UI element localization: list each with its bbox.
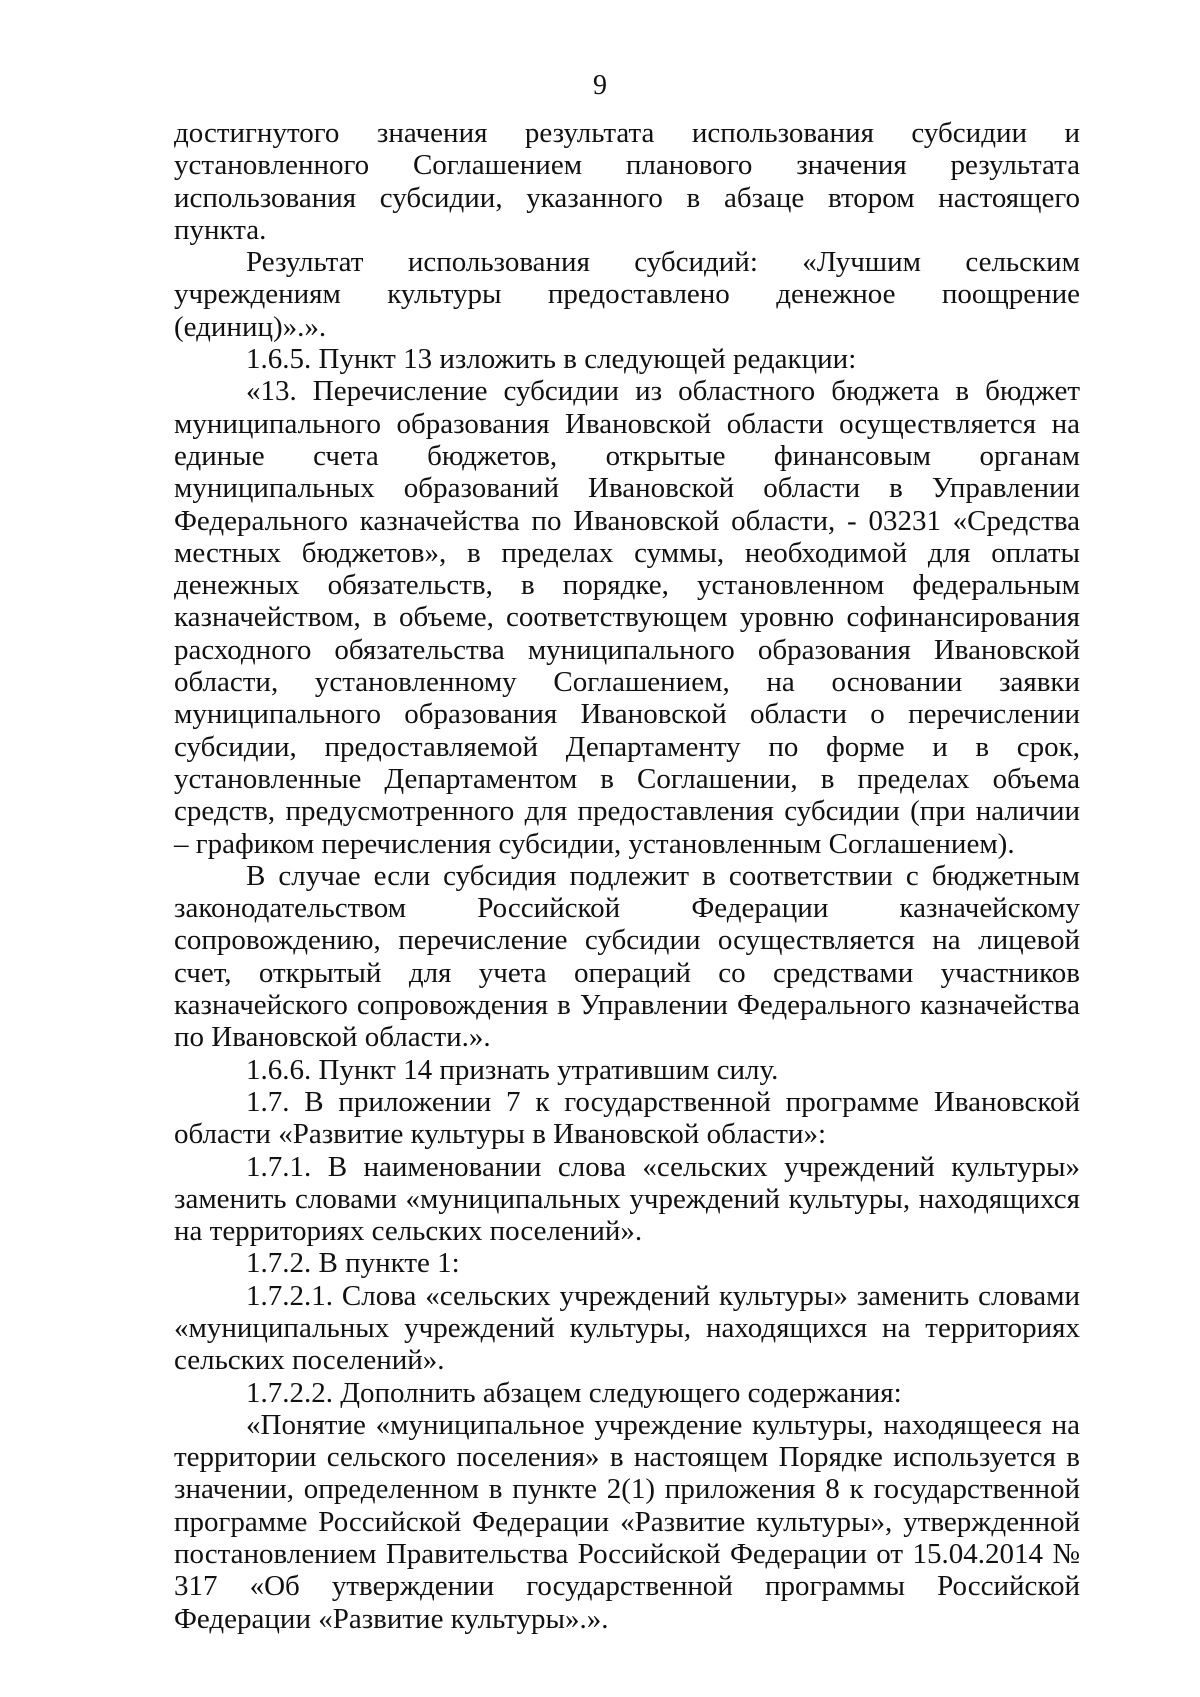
page-number: 9 bbox=[593, 70, 607, 101]
paragraph-treasury-support: В случае если субсидия подлежит в соответствии с бюджетным законодательством Российской Федерации казначейскому сопровождению, перечисление субсидии осуществляется на лицевой счет, открытый для учета операций со средствами участников казначейского сопровождения в Управлении Федерального казначейства по Ивановской области.». bbox=[174, 859, 1080, 1054]
paragraph-definition: «Понятие «муниципальное учреждение культуры, находящееся на территории сельского поселения» в настоящем Порядке используется в значении, определенном в пункте 2(1) приложения 8 к государственной программе Российской Федерации «Развитие культуры», утвержденной постановлением Правительства Российской Федерации от 15.04.2014 № 317 «Об утверждении государственной программы Российской Федерации «Развитие культуры».». bbox=[174, 1408, 1080, 1635]
paragraph-1-6-5: 1.6.5. Пункт 13 изложить в следующей редакции: bbox=[246, 343, 857, 376]
paragraph-1-6-6: 1.6.6. Пункт 14 признать утратившим силу. bbox=[246, 1053, 779, 1086]
paragraph-item-13: «13. Перечисление субсидии из областного бюджета в бюджет муниципального образования Ивановской области осуществляется на единые счета бюджетов, открытые финансовым органам муниципальных образований Ивановской области в Управлении Федерального казначейства по Ивановской области, - 03231 «Средства местных бюджетов», в пределах суммы, необходимой для оплаты денежных обязательств, в порядке, установленном федеральным казначейством, в объеме, соответствующем уровню софинансирования расходного обязательства муниципального образования Ивановской области, установленному Соглашением, на основании заявки муниципального образования Ивановской области о перечислении субсидии, предоставляемой Департаменту по форме и в срок, установленные Департаментом в Соглашении, в пределах объема средств, предусмотренного для предоставления субсидии (при наличии – графиком перечисления субсидии, установленным Соглашением). bbox=[174, 375, 1080, 860]
paragraph-result: Результат использования субсидий: «Лучшим сельским учреждениям культуры предоставлено денежное поощрение (единиц)».». bbox=[174, 246, 1080, 343]
paragraph-1-7-2: 1.7.2. В пункте 1: bbox=[246, 1247, 460, 1280]
paragraph-1-7-2-1: 1.7.2.1. Слова «сельских учреждений культуры» заменить словами «муниципальных учреждений культуры, находящихся на территориях сельских поселений». bbox=[174, 1279, 1080, 1377]
document-body bbox=[174, 117, 1080, 1635]
paragraph-1-7: 1.7. В приложении 7 к государственной программе Ивановской области «Развитие культуры в Ивановской области»: bbox=[174, 1085, 1080, 1151]
paragraph-1-7-2-2: 1.7.2.2. Дополнить абзацем следующего содержания: bbox=[246, 1376, 902, 1409]
paragraph-1-7-1: 1.7.1. В наименовании слова «сельских учреждений культуры» заменить словами «муниципальных учреждений культуры, находящихся на территориях сельских поселений». bbox=[174, 1150, 1080, 1248]
paragraph-continuation: достигнутого значения результата использования субсидии и установленного Соглашением планового значения результата использования субсидии, указанного в абзаце втором настоящего пункта. bbox=[174, 117, 1080, 246]
